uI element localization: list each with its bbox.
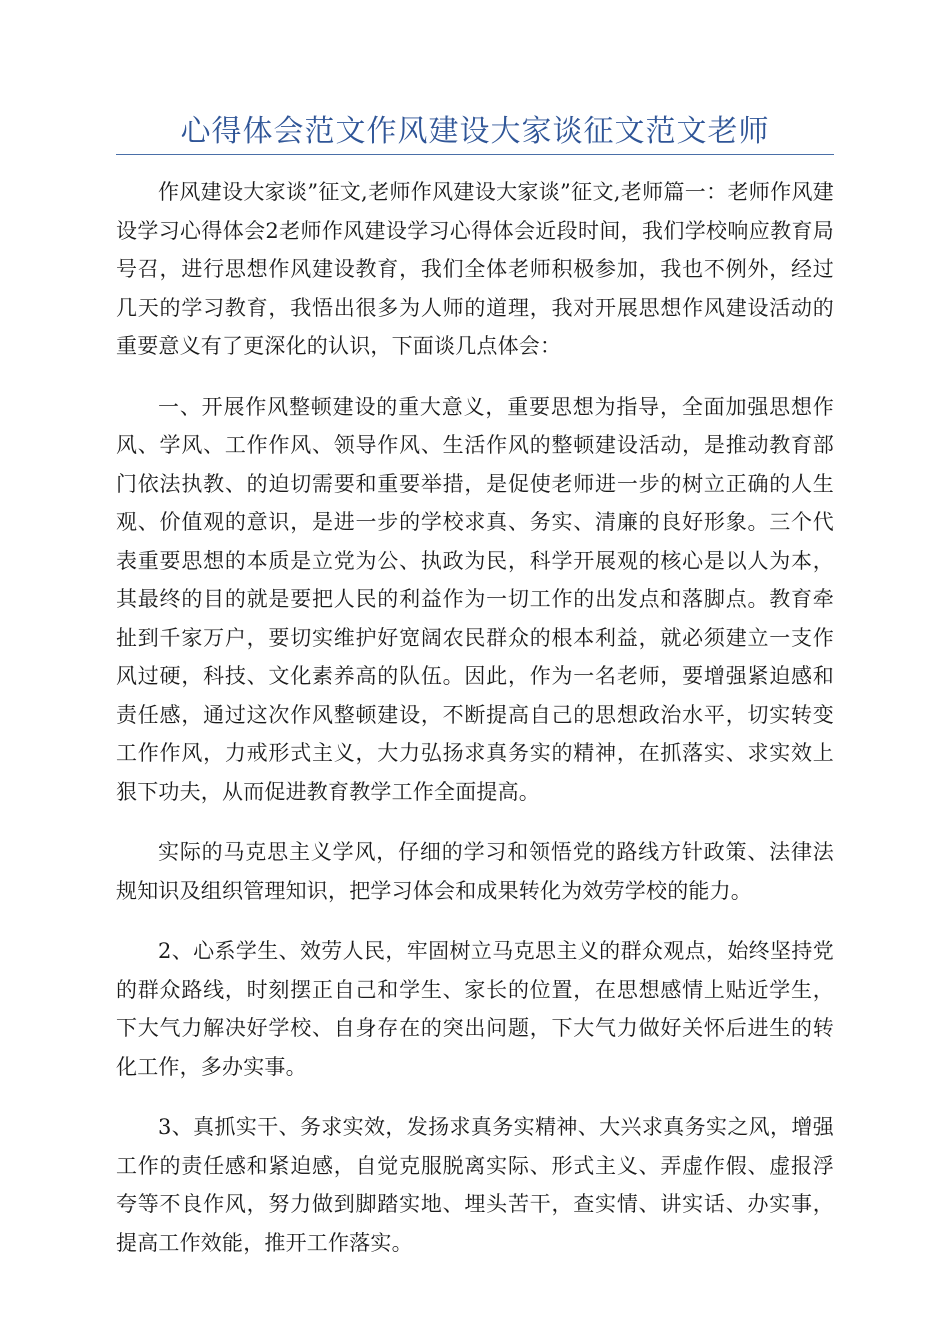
paragraph-section-2: 2、心系学生、效劳人民，牢固树立马克思主义的群众观点，始终坚持党的群众路线，时刻摆正自己和学生、家长的位置，在思想感情上贴近学生，下大气力解决好学校、自身存在的突出问题，下大气力做好关怀后进生的转化工作，多办实事。 [116, 939, 834, 1079]
paragraph-section-3: 3、真抓实干、务求实效，发扬求真务实精神、大兴求真务实之风，增强工作的责任感和紧迫感，自觉克服脱离实际、形式主义、弄虚作假、虚报浮夸等不良作风，努力做到脚踏实地、埋头苦干，查实情、讲实话、办实事，提高工作效能，推开工作落实。 [116, 1115, 834, 1255]
paragraph-study-style: 实际的马克思主义学风，仔细的学习和领悟党的路线方针政策、法律法规知识及组织管理知识，把学习体会和成果转化为效劳学校的能力。 [116, 840, 834, 903]
document-body [116, 173, 834, 1284]
paragraph-section-1: 一、开展作风整顿建设的重大意义，重要思想为指导，全面加强思想作风、学风、工作作风、领导作风、生活作风的整顿建设活动，是推动教育部门依法执教、的迫切需要和重要举措，是促使老师进一步的树立正确的人生观、价值观的意识，是进一步的学校求真、务实、清廉的良好形象。三个代表重要思想的本质是立党为公、执政为民，科学开展观的核心是以人为本，其最终的目的就是要把人民的利益作为一切工作的出发点和落脚点。教育牵扯到千家万户，要切实维护好宽阔农民群众的根本利益，就必须建立一支作风过硬，科技、文化素养高的队伍。因此，作为一名老师，要增强紧迫感和责任感，通过这次作风整顿建设，不断提高自己的思想政治水平，切实转变工作作风，力戒形式主义，大力弘扬求真务实的精神，在抓落实、求实效上狠下功夫，从而促进教育教学工作全面提高。 [116, 394, 834, 804]
paragraph-intro: 作风建设大家谈”征文,老师作风建设大家谈”征文,老师篇一：老师作风建设学习心得体会2老师作风建设学习心得体会近段时间，我们学校响应教育局号召，进行思想作风建设教育，我们全体老师积极参加，我也不例外，经过几天的学习教育，我悟出很多为人师的道理，我对开展思想作风建设活动的重要意义有了更深化的认识，下面谈几点体会： [116, 180, 834, 358]
title-underline [116, 154, 834, 155]
document-title: 心得体会范文作风建设大家谈征文范文老师 [180, 114, 770, 149]
